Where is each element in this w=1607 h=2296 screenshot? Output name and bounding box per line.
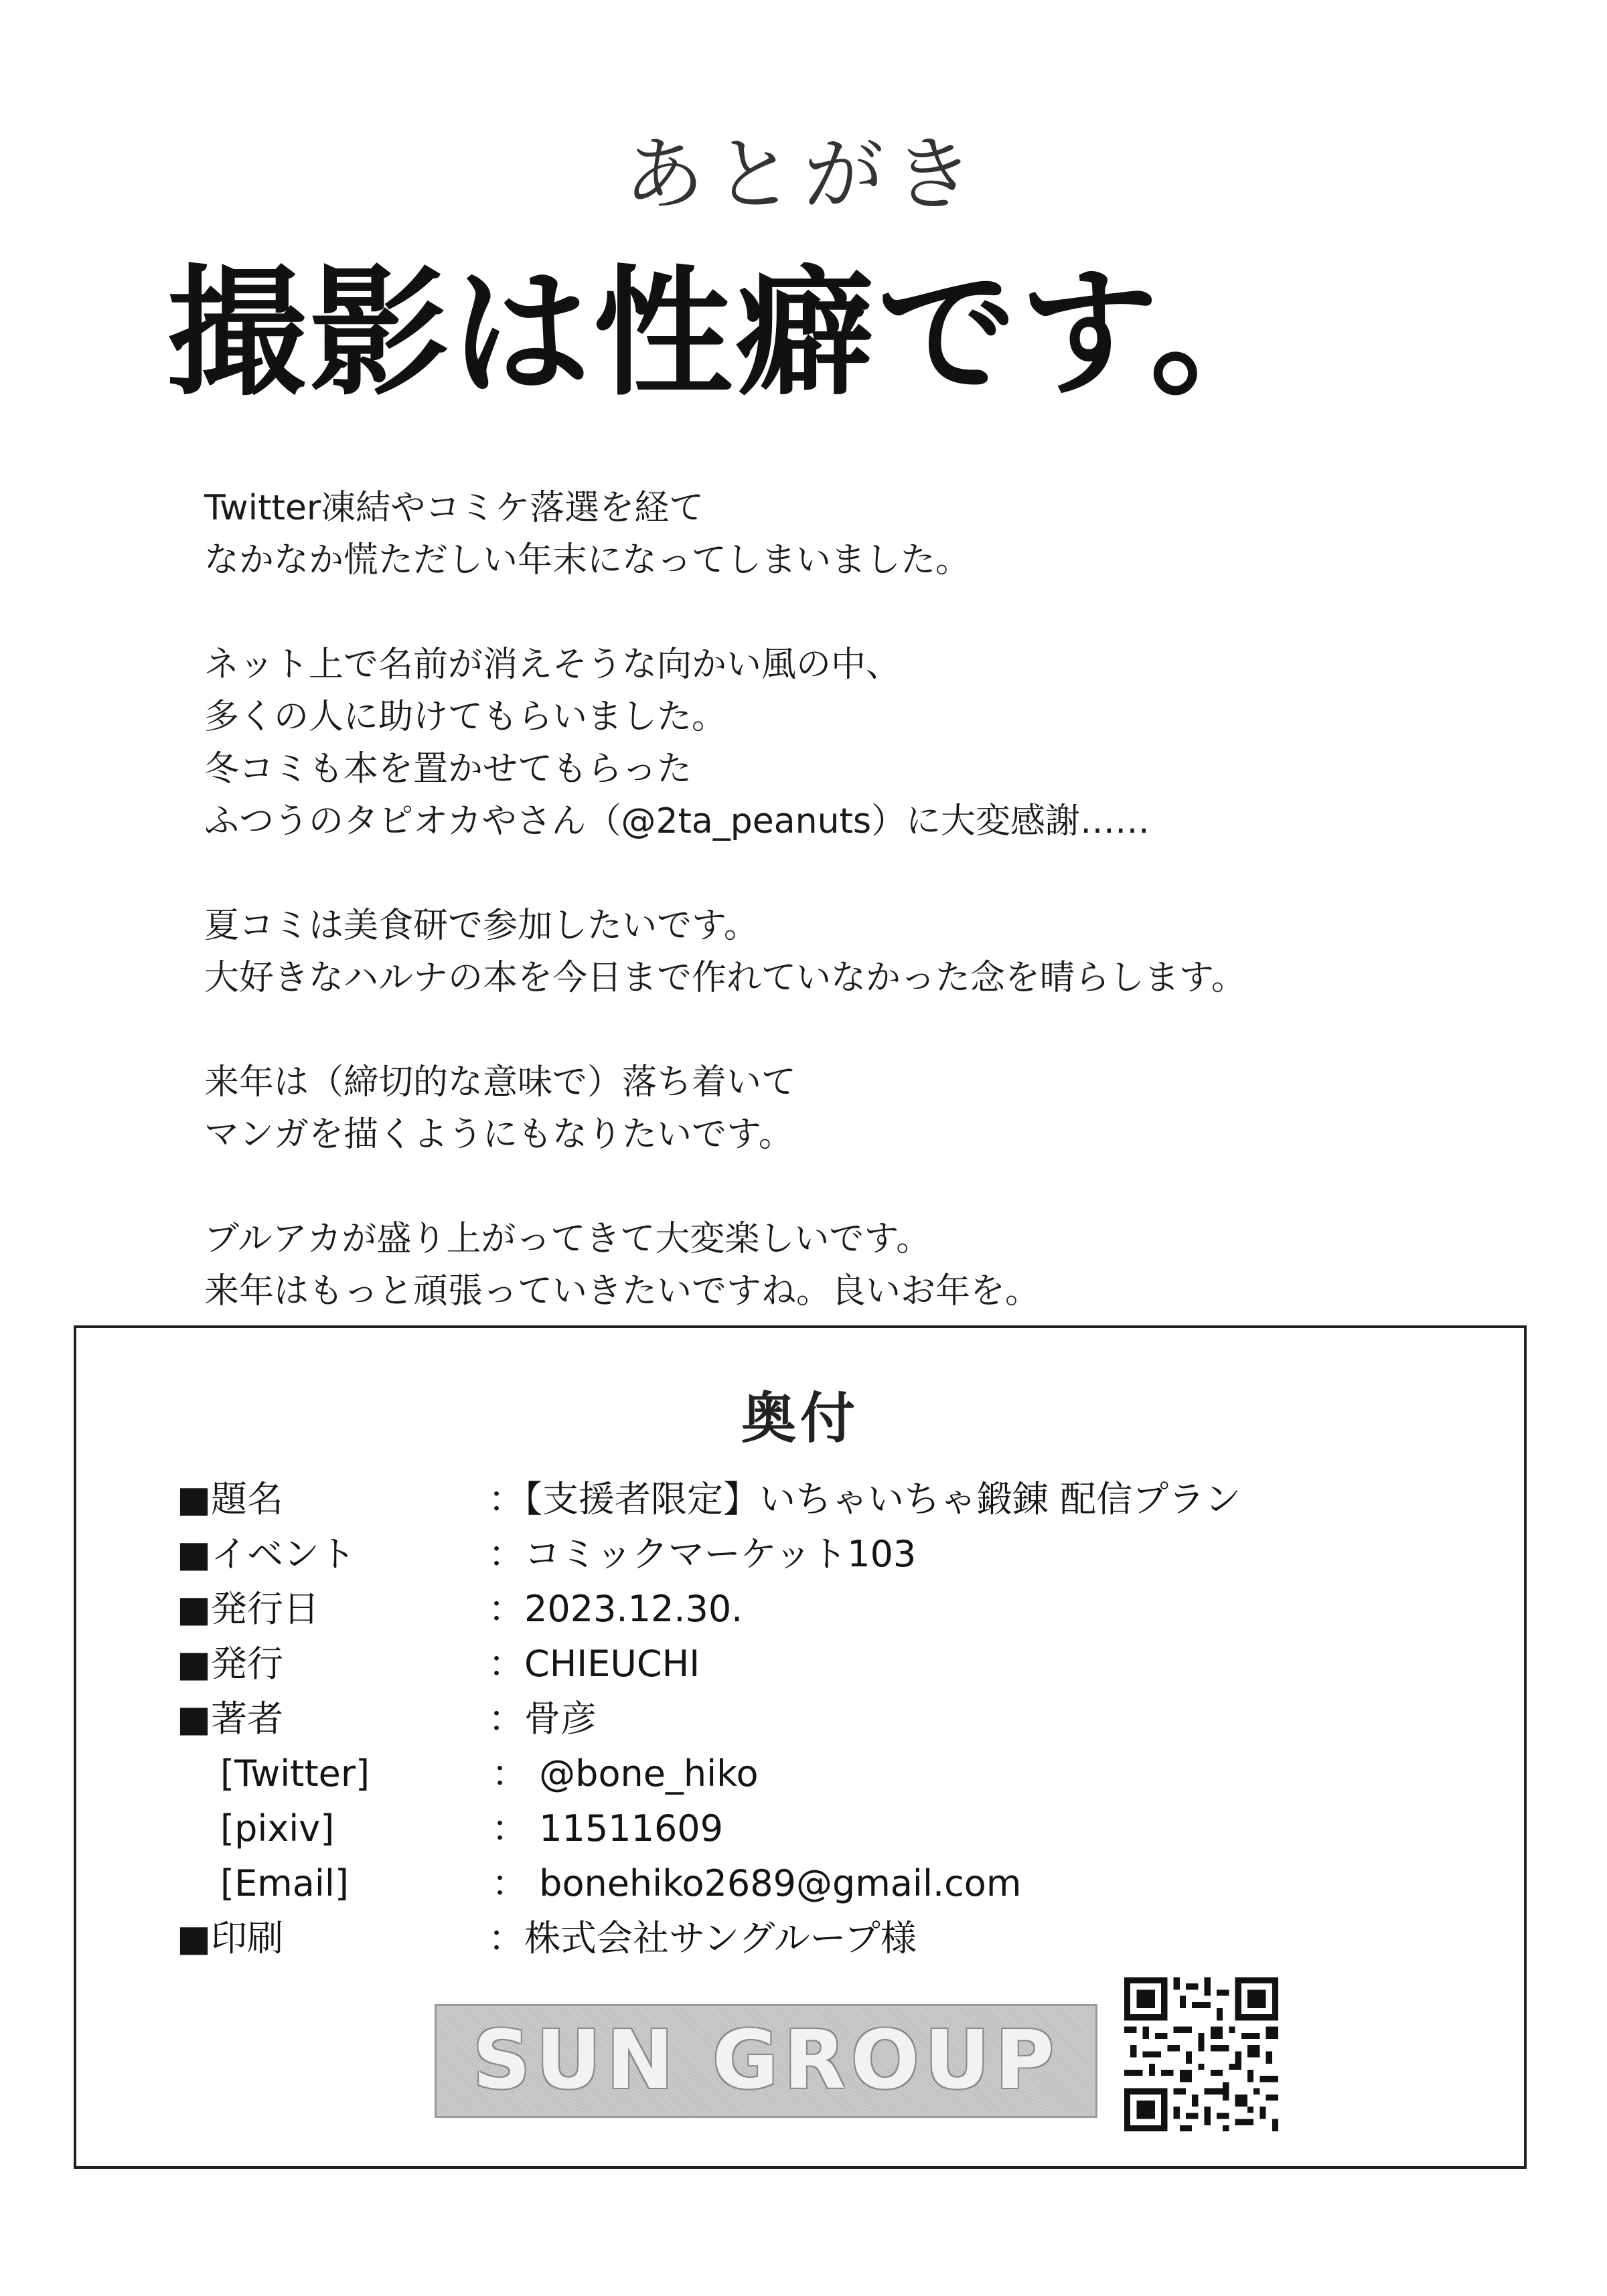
- colophon-title: 奥付: [741, 1387, 859, 1451]
- sun-group-logo-text: SUN GROUP: [472, 2014, 1060, 2107]
- row-value: ：株式会社サングループ様: [488, 1917, 917, 1959]
- row-value: ：2023.12.30.: [488, 1588, 743, 1630]
- paragraph-line: ブルアカが盛り上がってきて大変楽しいです。: [204, 1219, 931, 1259]
- paragraph-line: 冬コミも本を置かせてもらった: [204, 749, 692, 789]
- afterword-body: [204, 482, 1476, 1370]
- row-label: [pixiv]: [220, 1807, 335, 1850]
- paragraph-line: 来年はもっと頑張っていきたいですね。良いお年を。: [204, 1271, 1041, 1311]
- paragraph-line: 大好きなハルナの本を今日まで作れていなかった念を晴らします。: [204, 958, 1246, 998]
- paragraph-line: 多くの人に助けてもらいました。: [204, 697, 727, 737]
- sun-group-logo: [435, 2004, 1097, 2118]
- paragraph-line: ネット上で名前が消えそうな向かい風の中、: [204, 645, 901, 685]
- email-link[interactable]: ： bonehiko2689@gmail.com: [491, 1862, 1022, 1904]
- paragraph-4: [204, 1056, 1476, 1161]
- afterword-heading: あとがき: [624, 129, 983, 222]
- row-label: ■題名: [177, 1478, 284, 1520]
- row-label: ■著者: [177, 1698, 284, 1740]
- row-value: ：骨彦: [488, 1698, 597, 1740]
- paragraph-1: [204, 482, 1476, 586]
- pixiv-id[interactable]: ： 11511609: [491, 1807, 724, 1850]
- paragraph-line: なかなか慌ただしい年末になってしまいました。: [204, 540, 971, 580]
- row-label: ■印刷: [177, 1917, 284, 1959]
- colophon-box: [74, 1325, 1527, 2169]
- qr-code-icon[interactable]: [1124, 1977, 1278, 2131]
- row-label: ■発行日: [177, 1588, 320, 1630]
- paragraph-line: 夏コミは美食研で参加したいです。: [204, 906, 759, 946]
- row-value: ：CHIEUCHI: [488, 1643, 700, 1685]
- paragraph-3: [204, 900, 1476, 1004]
- row-label: ■発行: [177, 1643, 284, 1685]
- row-value: ：コミックマーケット103: [488, 1533, 917, 1575]
- headline: 撮影は性癖です。: [167, 253, 1292, 415]
- row-label: [Twitter]: [220, 1752, 370, 1795]
- paragraph-line: ふつうのタピオカやさん（@2ta_peanuts）に大変感謝……: [204, 801, 1150, 841]
- paragraph-2: [204, 639, 1476, 847]
- paragraph-line: 来年は（締切的な意味で）落ち着いて: [204, 1062, 797, 1102]
- twitter-handle[interactable]: ： @bone_hiko: [491, 1752, 759, 1795]
- paragraph-line: マンガを描くようにもなりたいです。: [204, 1115, 793, 1155]
- paragraph-line: Twitter凍結やコミケ落選を経て: [204, 488, 704, 528]
- row-label: [Email]: [220, 1862, 349, 1904]
- row-value: ：【支援者限定】いちゃいちゃ鍛錬 配信プラン: [488, 1478, 1241, 1520]
- paragraph-5: [204, 1213, 1476, 1317]
- row-label: ■イベント: [177, 1533, 356, 1575]
